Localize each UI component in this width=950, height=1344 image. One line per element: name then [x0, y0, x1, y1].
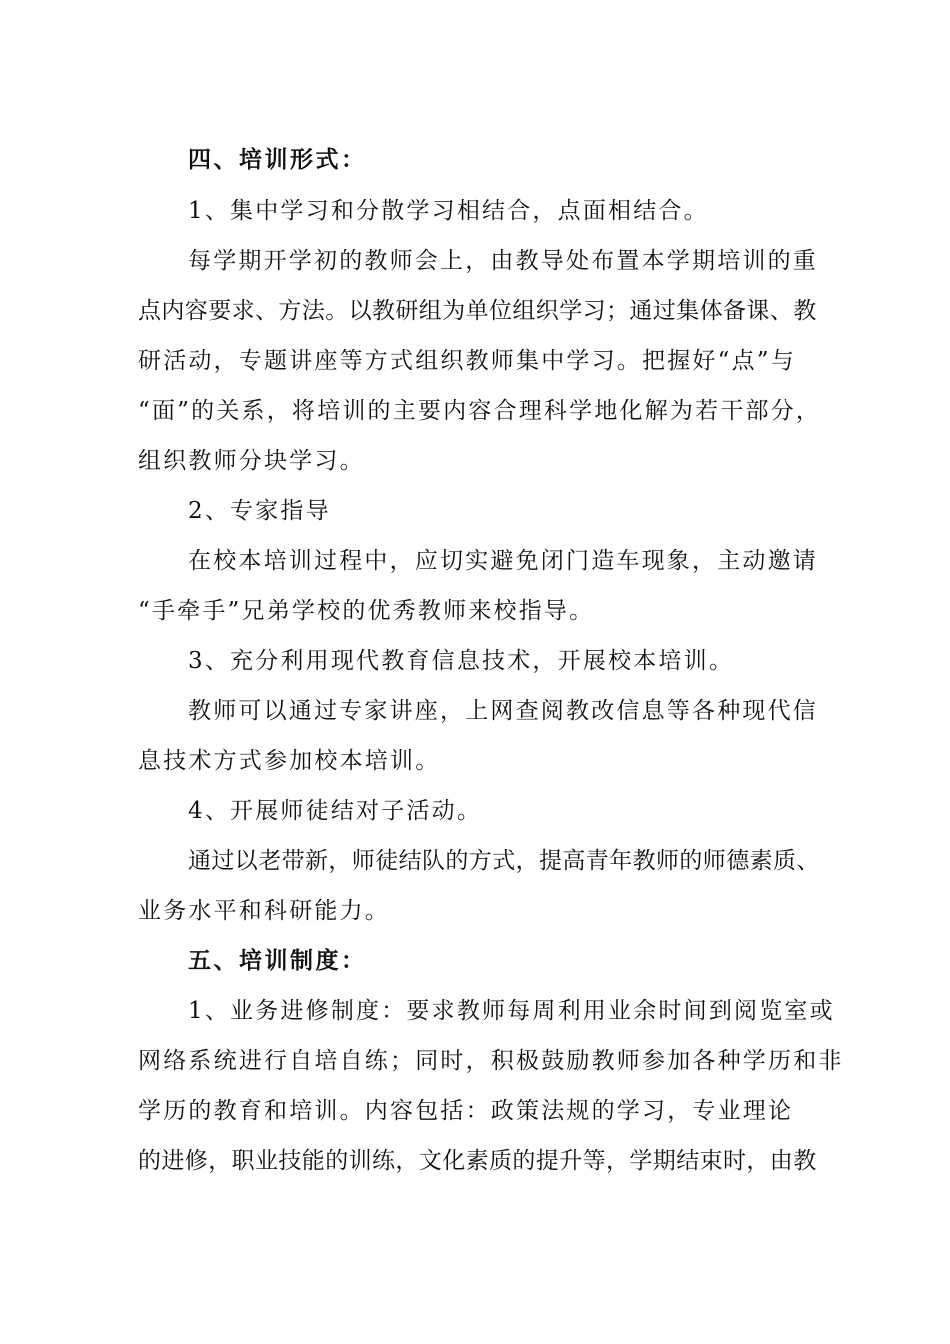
- paragraph-line: 点内容要求、方法。以教研组为单位组织学习；通过集体备课、教: [138, 298, 817, 324]
- paragraph-line: 研活动，专题讲座等方式组织教师集中学习。把握好“点”与: [138, 348, 796, 374]
- paragraph-line: 每学期开学初的教师会上，由教导处布置本学期培训的重: [188, 248, 818, 274]
- paragraph-line: 通过以老带新，师徒结队的方式，提高青年教师的师德素质、: [188, 848, 820, 874]
- paragraph-line: 网络系统进行自培自练；同时，积极鼓励教师参加各种学历和非: [138, 1048, 844, 1074]
- section-4-heading: 四、培训形式：: [188, 146, 367, 173]
- paragraph-line: 在校本培训过程中，应切实避免闭门造车现象，主动邀请: [188, 548, 818, 574]
- paragraph-line: “手牵手”兄弟学校的优秀教师来校指导。: [138, 598, 595, 624]
- section-4-item-2-title: 2、专家指导: [188, 498, 331, 524]
- section-5-heading: 五、培训制度：: [188, 947, 367, 974]
- paragraph-line: “面”的关系，将培训的主要内容合理科学地化解为若干部分，: [138, 398, 822, 424]
- paragraph-line: 业务水平和科研能力。: [138, 898, 390, 924]
- section-4-item-4-title: 4、开展师徒结对子活动。: [188, 798, 483, 824]
- paragraph-line: 教师可以通过专家讲座，上网查阅教改信息等各种现代信: [188, 698, 818, 724]
- paragraph-line: 的进修，职业技能的训练，文化素质的提升等，学期结束时，由教: [138, 1148, 817, 1174]
- paragraph-line: 组织教师分块学习。: [138, 448, 365, 474]
- paragraph-line: 息技术方式参加校本培训。: [138, 748, 441, 774]
- section-4-item-1-title: 1、集中学习和分散学习相结合，点面相结合。: [188, 198, 709, 224]
- section-4-item-3-title: 3、充分利用现代教育信息技术，开展校本培训。: [188, 648, 735, 674]
- paragraph-line: 学历的教育和培训。内容包括：政策法规的学习，专业理论: [138, 1098, 794, 1124]
- paragraph-line: 1、业务进修制度：要求教师每周利用业余时间到阅览室或: [188, 998, 835, 1024]
